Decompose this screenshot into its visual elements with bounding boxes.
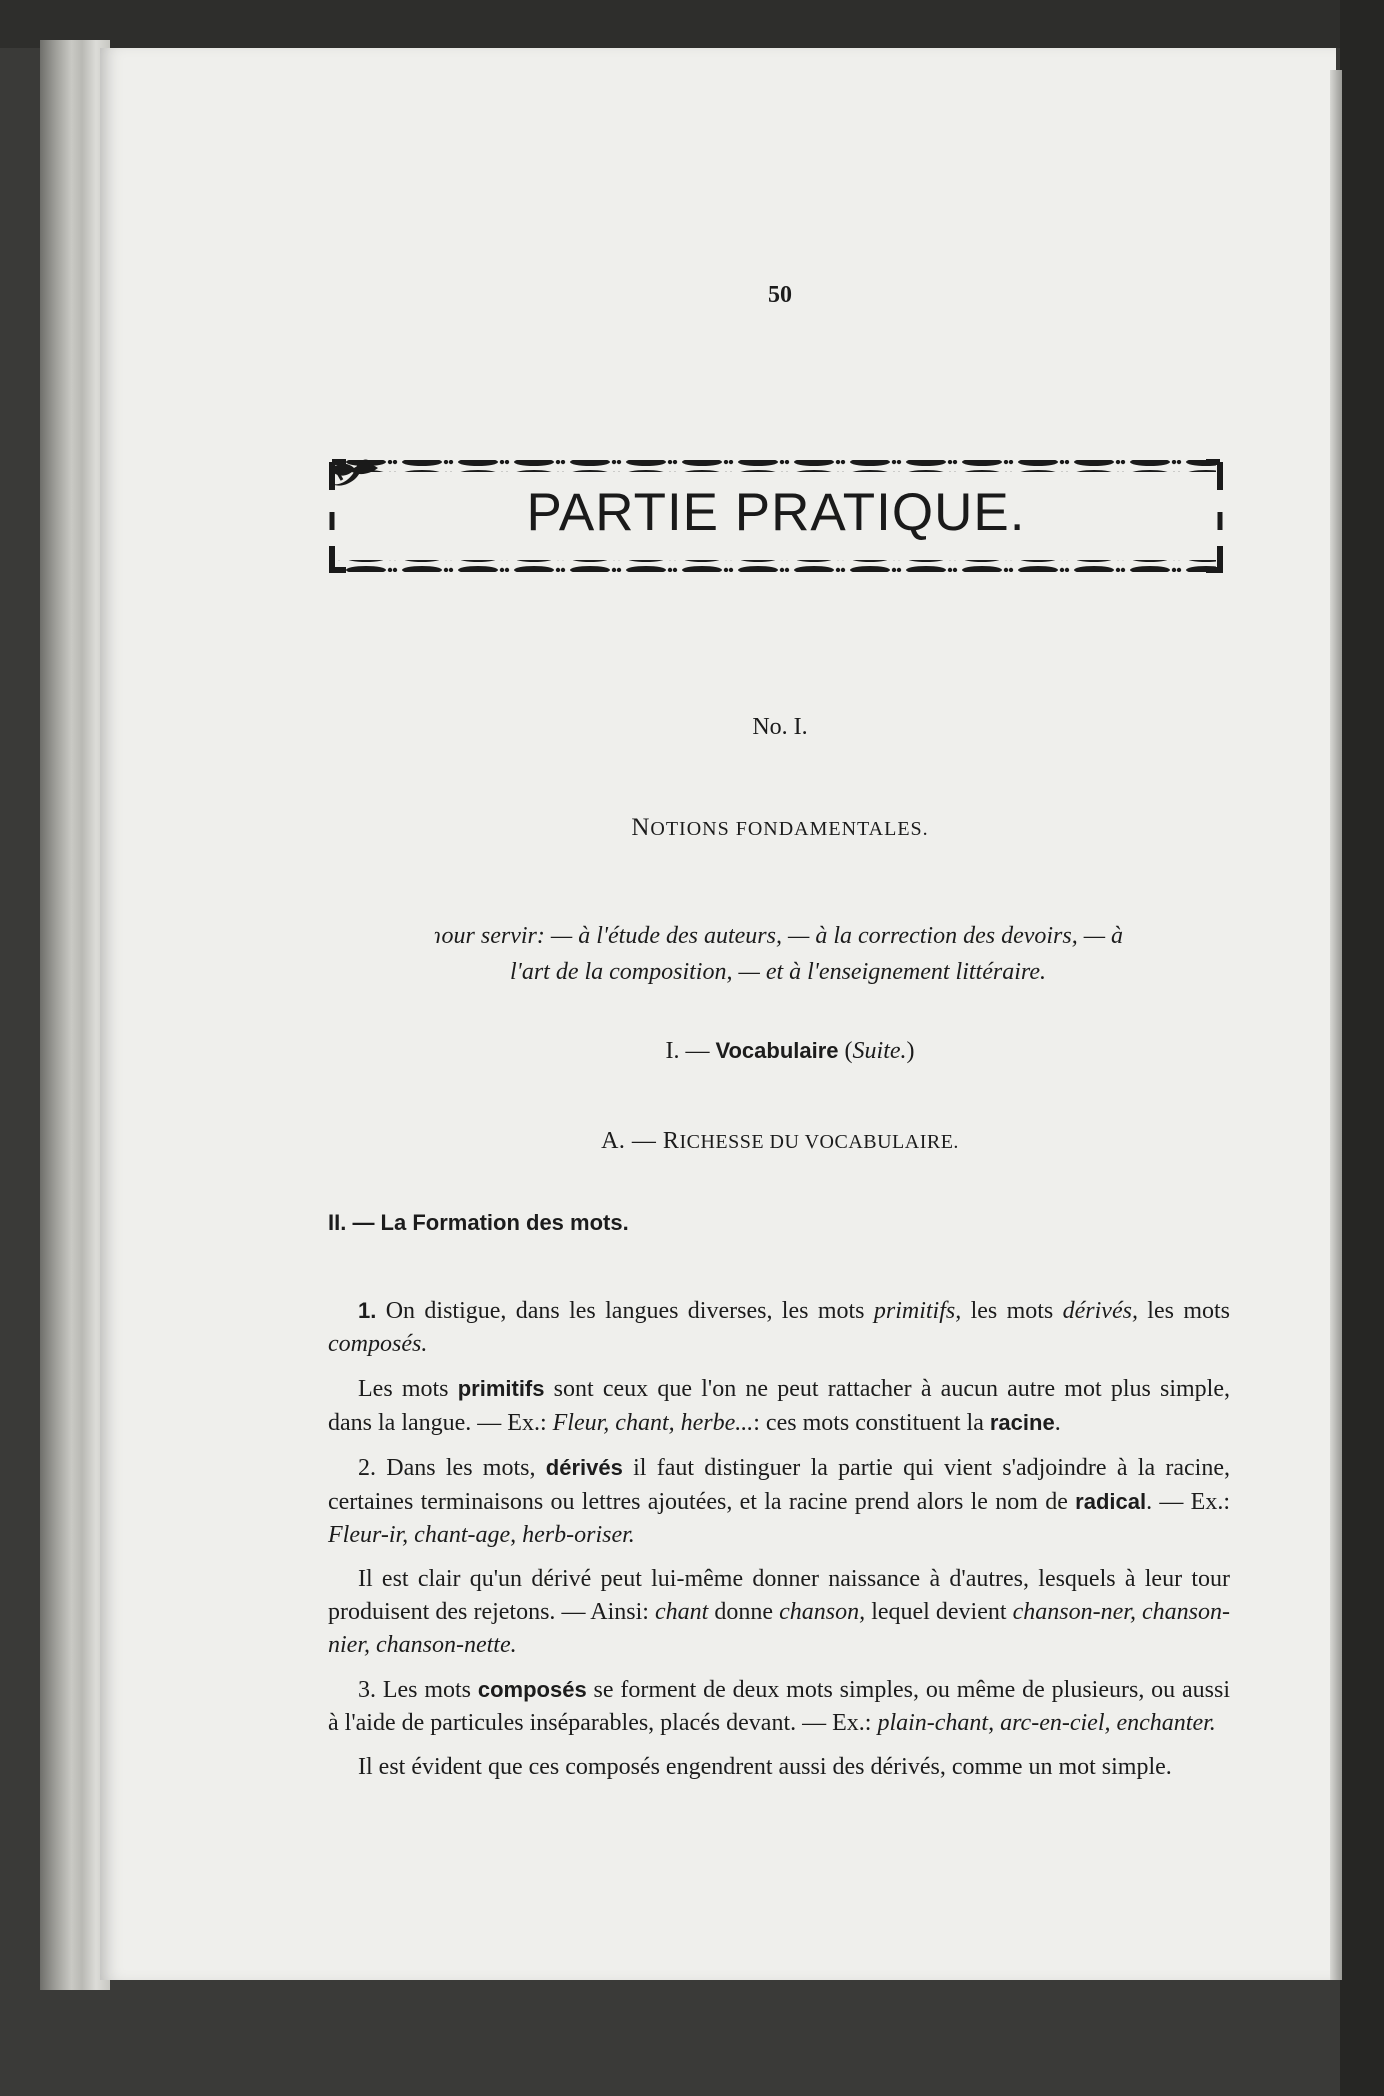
p4-italic: chanson-ner, chanson-nier, chanson-nette. xyxy=(328,1599,1230,1658)
p2-text: : ces mots constituent la xyxy=(753,1410,990,1436)
p3-italic: Fleur-ir, chant-age, herb-oriser. xyxy=(328,1522,635,1548)
p3-number: 2. xyxy=(358,1455,376,1481)
p5-number: 3. xyxy=(358,1677,376,1703)
scan-background-top xyxy=(0,0,1384,48)
p6-text: Il est évident que ces composés engendrent aussi des dérivés, comme un mot simple. xyxy=(358,1754,1172,1780)
scan-background-right xyxy=(1340,0,1384,2096)
vocab-prefix: I. — xyxy=(665,1038,716,1064)
p1-text: On distigue, dans les langues diverses, les mots xyxy=(376,1298,874,1324)
p2-italic: Fleur, chant, herbe... xyxy=(552,1410,754,1436)
p3-text: . — Ex.: xyxy=(1146,1489,1230,1515)
p4-italic: chanson, xyxy=(779,1599,866,1625)
notions-rest: OTIONS FONDAMENTALES. xyxy=(650,818,929,840)
p5-text: Les mots xyxy=(376,1677,478,1703)
richesse-initial: R xyxy=(662,1128,680,1154)
p1-number: 1. xyxy=(358,1298,377,1323)
p2-text: sont ceux que l'on ne peut rattacher à aucun autre mot plus simple, dans la langue. — Ex.: xyxy=(328,1376,1231,1436)
purpose-statement xyxy=(328,918,1228,990)
p4-text: lequel devient xyxy=(865,1599,1013,1625)
richesse-heading xyxy=(500,1128,1060,1155)
p3-bold: radical xyxy=(1075,1489,1147,1514)
vocab-label: Vocabulaire xyxy=(715,1038,839,1063)
p5-italic: plain-chant, arc-en-ciel, enchanter. xyxy=(877,1710,1216,1736)
p1-italic: dérivés, xyxy=(1062,1298,1138,1324)
p2-text: . xyxy=(1054,1410,1061,1436)
p3-bold: dérivés xyxy=(545,1455,623,1480)
p1-italic: primitifs, xyxy=(873,1298,962,1324)
p5-bold: composés xyxy=(477,1677,587,1702)
notions-initial: N xyxy=(631,814,651,841)
paragraph-1 xyxy=(328,1294,1230,1361)
p1-italic: composés. xyxy=(328,1331,428,1357)
vocab-close: ) xyxy=(906,1038,915,1064)
p3-text: Dans les mots, xyxy=(376,1455,546,1481)
section-number: No. I. xyxy=(752,714,808,740)
paragraph-3 xyxy=(328,1451,1230,1552)
p4-text: Il est clair qu'un dérivé peut lui-même donner naissance à d'autres, lesquels à leur tour produisent des rejetons. — Ainsi: xyxy=(328,1566,1230,1625)
section-title: PARTIE PRATIQUE. xyxy=(526,483,1026,542)
title-frame xyxy=(328,456,1224,576)
p4-italic: chant xyxy=(655,1599,709,1625)
leaf-ornament-icon xyxy=(328,456,380,486)
formation-heading: II. — La Formation des mots. xyxy=(328,1210,629,1235)
p1-text: les mots xyxy=(1137,1298,1231,1324)
notions-heading xyxy=(500,814,1060,842)
paragraph-6 xyxy=(328,1751,1230,1784)
vocabulary-heading xyxy=(560,1038,1020,1065)
vocab-open: ( xyxy=(838,1038,853,1064)
page-number: 50 xyxy=(768,282,792,308)
p4-text: donne xyxy=(708,1599,780,1625)
p2-text: Les mots xyxy=(358,1376,458,1402)
purpose-line-2: l'art de la composition, — et à l'enseignement littéraire. xyxy=(510,959,1046,985)
p3-text: il faut distinguer la partie qui vient s'adjoindre à la racine, certaines terminaisons ou lettres ajoutées, et la racine prend alors le nom de xyxy=(328,1455,1230,1515)
paragraph-5 xyxy=(328,1673,1230,1740)
body-text xyxy=(328,1294,1230,1795)
paragraph-4 xyxy=(328,1563,1230,1662)
page-edge xyxy=(1330,70,1342,1980)
richesse-rest: ICHESSE DU VOCABULAIRE. xyxy=(679,1131,959,1153)
richesse-prefix: A. — xyxy=(601,1128,663,1154)
p2-bold: primitifs xyxy=(457,1376,545,1401)
vocab-suite: Suite. xyxy=(852,1038,907,1064)
paragraph-2 xyxy=(328,1372,1230,1440)
p2-bold: racine xyxy=(989,1410,1055,1435)
purpose-line-1: ɿour servir: — à l'étude des auteurs, — à la correction des devoirs, — à xyxy=(432,923,1124,949)
p5-text: se forment de deux mots simples, ou même de plusieurs, ou aussi à l'aide de particules inséparables, placés devant. — Ex.: xyxy=(328,1677,1231,1736)
p1-text: les mots xyxy=(961,1298,1063,1324)
